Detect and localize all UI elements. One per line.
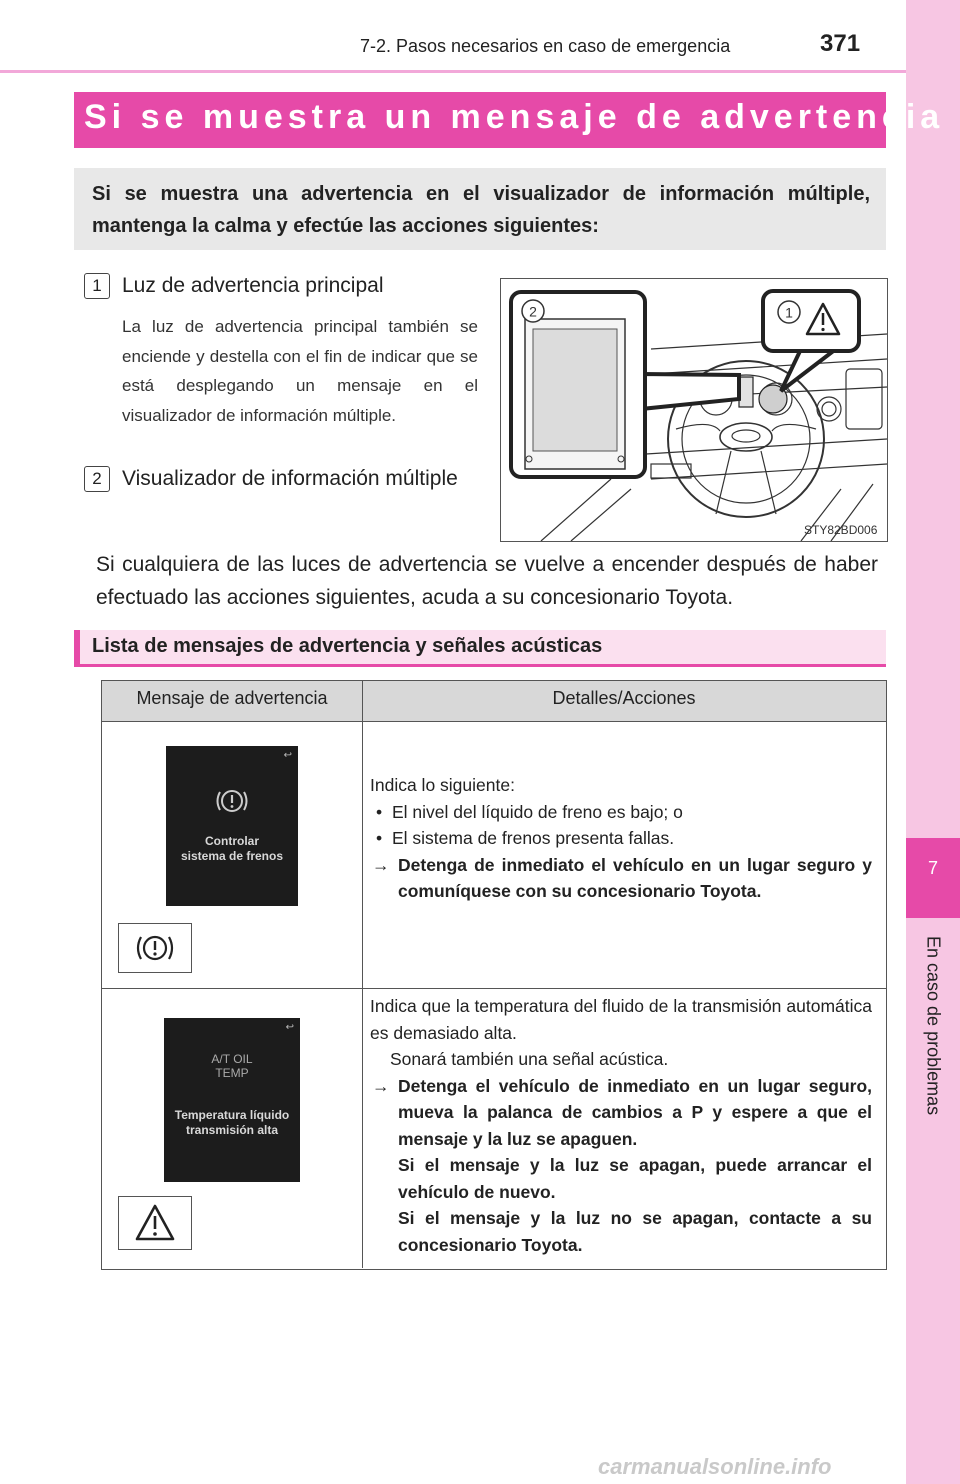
master-warning-indicator: [118, 1196, 192, 1250]
details-intro: Indica lo siguiente:: [370, 775, 515, 795]
transmission-warning-screen: [164, 1018, 300, 1182]
action-text: Detenga el vehículo de inmediato en un lugar seguro, mueva la palanca de cambios a P y espere a que el mensaje y la luz se apaguen.: [398, 1075, 872, 1149]
screen-text-line: transmisión alta: [185, 1123, 279, 1137]
item-number-badge: 2: [84, 466, 110, 492]
details-action-continued: Si el mensaje y la luz se apagan, puede arrancar el vehículo de nuevo.: [398, 1155, 872, 1202]
details-bullet: • El nivel del líquido de freno es bajo; o: [370, 799, 872, 826]
body-paragraph: Si cualquiera de las luces de advertencia se vuelve a encender después de haber efectuado las acciones siguientes, acuda a su concesionario Toyota.: [96, 553, 878, 609]
section-heading: Lista de mensajes de advertencia y señales acústicas: [92, 635, 603, 657]
action-text: Detenga de inmediato el vehículo en un lugar seguro y comuníquese con su concesionario Toyota.: [398, 854, 872, 901]
row-2-details: [370, 993, 872, 1258]
brake-warning-indicator: [118, 923, 192, 973]
chapter-number: 7: [927, 858, 938, 878]
table-row-divider: [102, 988, 886, 989]
chapter-label: [906, 936, 960, 1136]
page-title: Si se muestra un mensaje de advertencia: [84, 98, 945, 136]
details-action-continued: Si el mensaje y la luz no se apagan, contacte a su concesionario Toyota.: [398, 1208, 872, 1255]
details-intro: Indica que la temperatura del fluido de la transmisión automática es demasiado alta.: [370, 996, 872, 1043]
watermark: carmanualsonline.info: [598, 1454, 832, 1479]
arrow-right-icon: →: [372, 1075, 390, 1096]
table-header-message: Mensaje de advertencia: [136, 688, 328, 708]
row-1-details: [370, 772, 872, 905]
warning-triangle-icon: [119, 1197, 191, 1249]
callout-2-label: 2: [529, 303, 537, 320]
callout-1-label: 1: [785, 304, 793, 321]
item-title: Luz de advertencia principal: [122, 274, 384, 297]
brake-warning-icon: [119, 924, 191, 972]
details-bullet: • El sistema de frenos presenta fallas.: [370, 825, 872, 852]
chapter-label-text: En caso de problemas: [923, 936, 944, 1116]
section-heading-rule: [74, 664, 886, 667]
dashboard-drawing: [501, 279, 887, 541]
running-header: 7-2. Pasos necesarios en caso de emergencia: [360, 36, 731, 56]
table-header-details: Detalles/Acciones: [552, 688, 696, 708]
brake-warning-screen: [166, 746, 298, 906]
illustration-code: STY82BD006: [804, 523, 878, 537]
screen-text-line: A/T OIL: [211, 1052, 253, 1066]
item-description: La luz de advertencia principal también se enciende y destella con el fin de indicar que se está desplegando un mensaje en el visualizador de información múltiple.: [122, 317, 478, 425]
details-action: [370, 1073, 872, 1153]
page-number: 371: [820, 30, 861, 57]
section-heading-bar: [74, 630, 80, 666]
chapter-side-tab: [906, 0, 960, 1484]
return-icon: ↩: [285, 1022, 294, 1033]
arrow-right-icon: →: [372, 854, 390, 875]
header-rule: [0, 70, 906, 73]
details-note: Sonará también una señal acústica.: [390, 1049, 669, 1069]
intro-text: Si se muestra una advertencia en el visualizador de información múltiple, mantenga la calma y efectúe las acciones siguientes:: [92, 183, 870, 237]
screen-text-line: Temperatura líquido: [174, 1108, 290, 1122]
screen-text-line: Controlar: [205, 834, 259, 848]
dashboard-illustration: [500, 278, 888, 542]
item-number-badge: 1: [84, 273, 110, 299]
item-title: Visualizador de información múltiple: [122, 467, 458, 490]
details-action: [370, 852, 872, 905]
screen-text-line: sistema de frenos: [180, 849, 284, 863]
screen-text-line: TEMP: [215, 1066, 249, 1080]
return-icon: ↩: [283, 750, 292, 761]
brake-system-icon: [214, 786, 250, 816]
table-column-divider: [362, 681, 363, 1268]
